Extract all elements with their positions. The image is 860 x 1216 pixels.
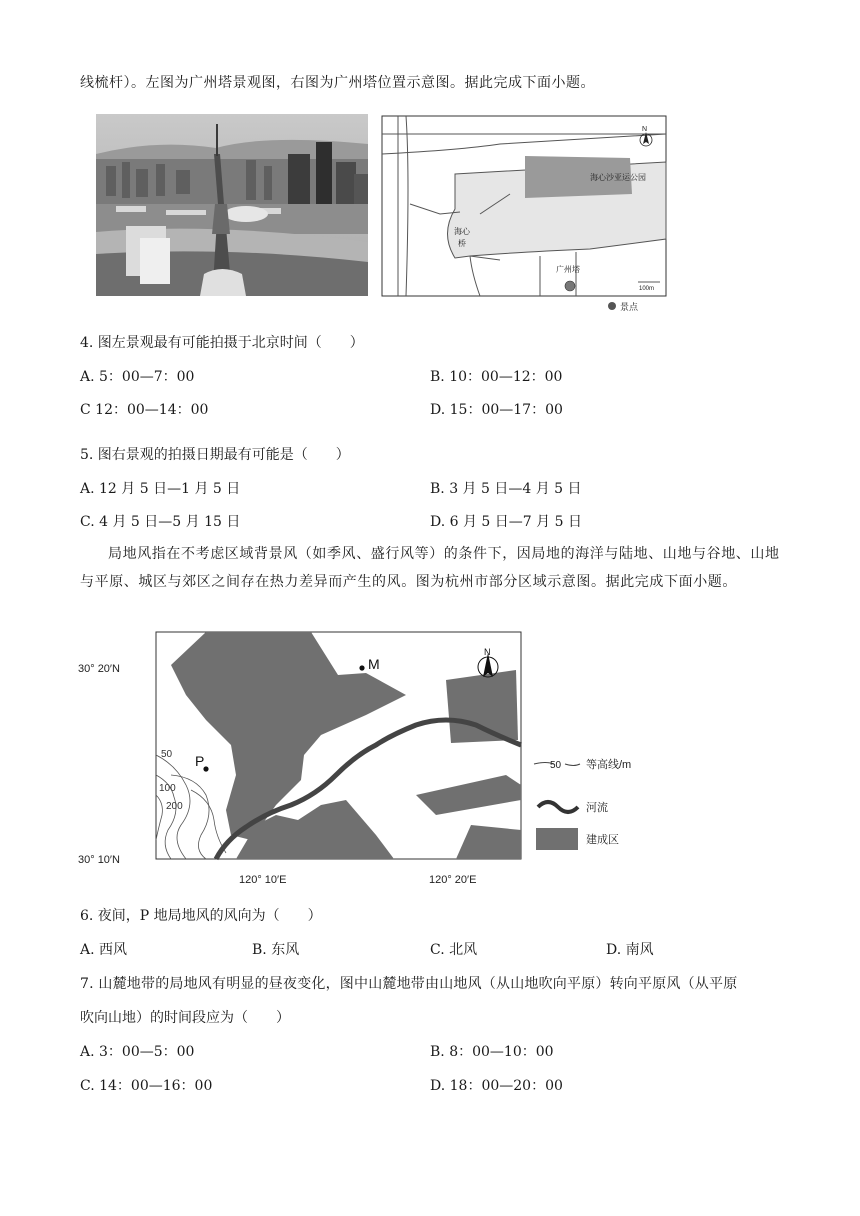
bridge-label-2: 桥 (458, 239, 466, 248)
q7-option-c: C. 14：00—16：00 (80, 1078, 213, 1094)
lat-bottom-label: 30° 10′N (78, 854, 120, 866)
lon-left-label: 120° 10′E (239, 874, 287, 886)
q7-option-a: A. 3：00—5：00 (80, 1044, 195, 1060)
legend-river-label: 河流 (586, 802, 608, 814)
q6-option-a: A. 西风 (80, 942, 128, 958)
point-p-label: P (195, 753, 205, 769)
park-label: 海心沙亚运公园 (590, 173, 646, 182)
lon-right-label: 120° 20′E (429, 874, 477, 886)
north-label-2: N (484, 647, 491, 657)
q5-option-a: A. 12 月 5 日—1 月 5 日 (80, 481, 241, 497)
q7-stem-line2: 吹向山地）的时间段应为（ ） (80, 1010, 290, 1026)
tower-label: 广州塔 (556, 265, 580, 274)
contour-100-label: 100 (159, 783, 176, 794)
legend-contour-value: 50 (550, 760, 562, 771)
q6-stem: 6. 夜间，P 地局地风的风向为（ ） (80, 908, 322, 924)
q5-option-d: D. 6 月 5 日—7 月 5 日 (430, 514, 582, 530)
q6-option-b: B. 东风 (252, 942, 300, 958)
point-m-label: M (368, 656, 380, 672)
tower-location-map (380, 114, 668, 314)
passage-text: 局地风指在不考虑区域背景风（如季风、盛行风等）的条件下，因局地的海洋与陆地、山地与谷地、山地与平原、城区与郊区之间存在热力差异而产生的风。图为杭州市部分区域示意图。据此完成下面小题。 (80, 546, 780, 590)
q6-option-d: D. 南风 (606, 942, 654, 958)
north-label: N (642, 126, 648, 133)
q4-option-d: D. 15：00—17：00 (430, 402, 563, 418)
tower-marker (565, 281, 575, 291)
q6-option-c: C. 北风 (430, 942, 478, 958)
q7-option-b: B. 8：00—10：00 (430, 1044, 554, 1060)
canton-tower-photo (96, 114, 368, 296)
legend-built-icon (536, 828, 578, 850)
contour-200-label: 200 (166, 801, 183, 812)
legend-contour-label: 等高线/m (586, 759, 632, 771)
q4-option-b: B. 10：00—12：00 (430, 369, 563, 385)
q5-option-b: B. 3 月 5 日—4 月 5 日 (430, 481, 582, 497)
q7-stem-line1: 7. 山麓地带的局地风有明显的昼夜变化，图中山麓地带由山地风（从山地吹向平原）转向平原风（从平原 (80, 976, 738, 992)
q5-stem: 5. 图右景观的拍摄日期最有可能是（ ） (80, 447, 350, 463)
scale-label: 100m (639, 286, 655, 292)
hangzhou-map (76, 625, 646, 890)
lat-top-label: 30° 20′N (78, 663, 120, 675)
q5-option-c: C. 4 月 5 日—5 月 15 日 (80, 514, 241, 530)
legend (534, 757, 631, 850)
q4-option-c: C 12：00—14：00 (80, 402, 209, 418)
legend-built-label: 建成区 (586, 834, 619, 846)
q7-option-d: D. 18：00—20：00 (430, 1078, 563, 1094)
legend-spot-icon (608, 302, 616, 310)
intro-text: 线梳杆）。左图为广州塔景观图，右图为广州塔位置示意图。据此完成下面小题。 (80, 75, 595, 91)
legend-spot-label: 景点 (620, 302, 639, 312)
legend-river-icon (538, 802, 578, 812)
q4-option-a: A. 5：00—7：00 (80, 369, 195, 385)
bridge-label-1: 海心 (454, 227, 470, 236)
contour-50-label: 50 (161, 749, 173, 760)
q4-stem: 4. 图左景观最有可能拍摄于北京时间（ ） (80, 335, 364, 351)
